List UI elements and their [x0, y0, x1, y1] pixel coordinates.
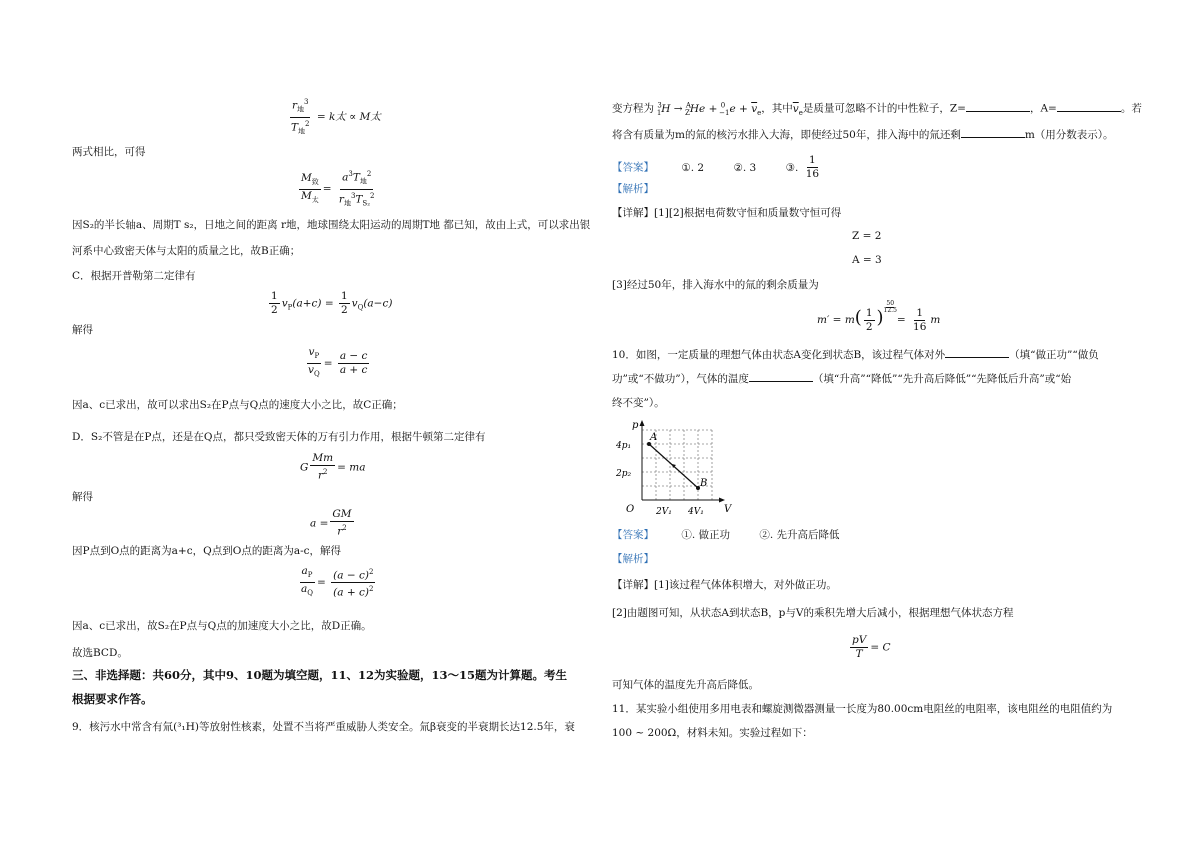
- text-b-reason-2: 河系中心致密天体与太阳的质量之比，故B正确；: [72, 245, 301, 257]
- section-heading-line-1: 三、非选择题：共60分，其中9、10题为填空题，11、12为实验题，13～15题为计算题。考生: [72, 668, 568, 682]
- answer-9: 【答案】 ①. 2 ②. 3 ③. $\frac{1}{16}$: [612, 154, 820, 180]
- svg-text:p: p: [632, 420, 639, 431]
- question-10-line-2: 功”或“不做功”），气体的温度 （填“升高”“降低”“先升高后降低”“先降低后升高”或“始: [612, 373, 1072, 385]
- answer-10: 【答案】 ①. 做正功 ②. 先升高后降低: [612, 529, 840, 541]
- analysis-tag-9: 【解析】: [612, 183, 654, 195]
- svg-text:4p₁: 4p₁: [616, 441, 632, 451]
- text-distance: 因P点到O点的距离为a+c，Q点到O点的距离为a-c，解得: [72, 545, 342, 557]
- text-c-intro: C．根据开普勒第二定律有: [72, 270, 196, 282]
- acceleration-equation: a = $\frac{GM}{r^2}$: [310, 508, 352, 538]
- acceleration-ratio-equation: $\frac{a_P}{a_Q}$ = $\frac{(a - c)^2}{(a + c)^2}$: [301, 565, 374, 599]
- question-11-line-2: 100 ~ 200Ω，材料未知。实验过程如下：: [612, 727, 813, 739]
- section-heading-line-2: 根据要求作答。: [72, 692, 153, 706]
- detail-10-2: [2]由题图可知，从状态A到状态B，p与V的乘积先增大后减小，根据理想气体状态方程: [612, 607, 1014, 619]
- mass-ratio-equation: $\frac{M_致}{M_太}$ = $\frac{a^3T_地^2}{r_地^3T_{S_2}^2}$: [301, 170, 375, 208]
- z-equation: Z = 2: [852, 230, 882, 242]
- text-c-conclusion: 因a、c已求出，故可以求出S₂在P点与Q点的速度大小之比，故C正确；: [72, 399, 403, 411]
- detail-10-3: 可知气体的温度先升高后降低。: [612, 679, 759, 691]
- svg-text:A: A: [650, 432, 658, 443]
- text-d-conclusion: 因a、c已求出，故S₂在P点与Q点的加速度大小之比，故D正确。: [72, 620, 372, 632]
- remaining-mass-equation: m′ = m( $\frac{1}{2}$ ) $^{\frac{50}{12.5}}$ = $\frac{1}{16}$ m: [817, 300, 941, 333]
- svg-text:V: V: [724, 504, 732, 515]
- ideal-gas-equation: $\frac{pV}{T}$ = C: [852, 634, 891, 660]
- svg-text:2V₁: 2V₁: [656, 507, 672, 517]
- text-solve-2: 解得: [72, 491, 93, 503]
- analysis-tag-10: 【解析】: [612, 553, 654, 565]
- question-10-line-3: 终不变”）。: [612, 397, 665, 409]
- text-choice: 故选BCD。: [72, 647, 128, 659]
- question-11-line-1: 11．某实验小组使用多用电表和螺旋测微器测量一长度为80.00cm电阻丝的电阻率，该电阻丝的电阻值约为: [612, 703, 1113, 715]
- a-equation: A = 3: [852, 254, 882, 266]
- svg-text:4V₁: 4V₁: [688, 507, 704, 517]
- q9-line-2: 将含有质量为m的氚的核污水排入大海，即使经过50年，排入海中的氚还剩 m（用分数表示）。: [612, 129, 1114, 141]
- newton-second-law-equation: G $\frac{Mm}{r^2}$ = ma: [300, 452, 366, 482]
- text-d-intro: D．S₂不管是在P点，还是在Q点，都只受致密天体的万有引力作用，根据牛顿第二定律有: [72, 431, 486, 443]
- answer-tag: 【答案】: [612, 161, 654, 174]
- svg-text:O: O: [626, 504, 635, 515]
- svg-text:B: B: [700, 478, 708, 489]
- kepler-second-law-equation: $\frac{1}{2}$ $v_P(a+c)$ = $\frac{1}{2}$ $v_Q(a-c)$: [271, 290, 393, 316]
- text-solve-1: 解得: [72, 324, 93, 336]
- svg-text:2p₂: 2p₂: [616, 469, 632, 479]
- velocity-ratio-equation: $\frac{v_P}{v_Q}$ = $\frac{a - c}{a + c}$: [308, 346, 368, 379]
- question-10-line-1: 10．如图，一定质量的理想气体由状态A变化到状态B，该过程气体对外 （填“做正功”“做负: [612, 349, 1099, 361]
- text-ratio: 两式相比，可得: [72, 146, 146, 158]
- detail-10-1: 【详解】[1]该过程气体体积增大，对外做正功。: [612, 579, 837, 591]
- detail-9-1: 【详解】[1][2]根据电荷数守恒和质量数守恒可得: [612, 207, 842, 219]
- q9-line-1: 变方程为 $^3_1H \to ^A_ZHe + ^0_{-1}e + \overline{v}_e$，其中$\overline{v}_e$是质量可忽略不计的中性粒子，Z= ，A= 。若: [612, 101, 1142, 117]
- kepler-equation: $\frac{r_地^3}{T_地^2}$ = k太 ∝ M太: [291, 98, 381, 136]
- question-9-start: 9．核污水中常含有氚(³₁H)等放射性核素，处置不当将严重威胁人类安全。氚β衰变的半衰期长达12.5年，衰: [72, 721, 575, 733]
- text-b-reason-1: 因S₂的半长轴a、周期T s₂，日地之间的距离 r地，地球围绕太阳运动的周期T地 都已知，故由上式，可以求出银: [72, 219, 591, 231]
- detail-9-2: [3]经过50年，排入海水中的氚的剩余质量为: [612, 279, 819, 291]
- pv-graph: [612, 418, 742, 520]
